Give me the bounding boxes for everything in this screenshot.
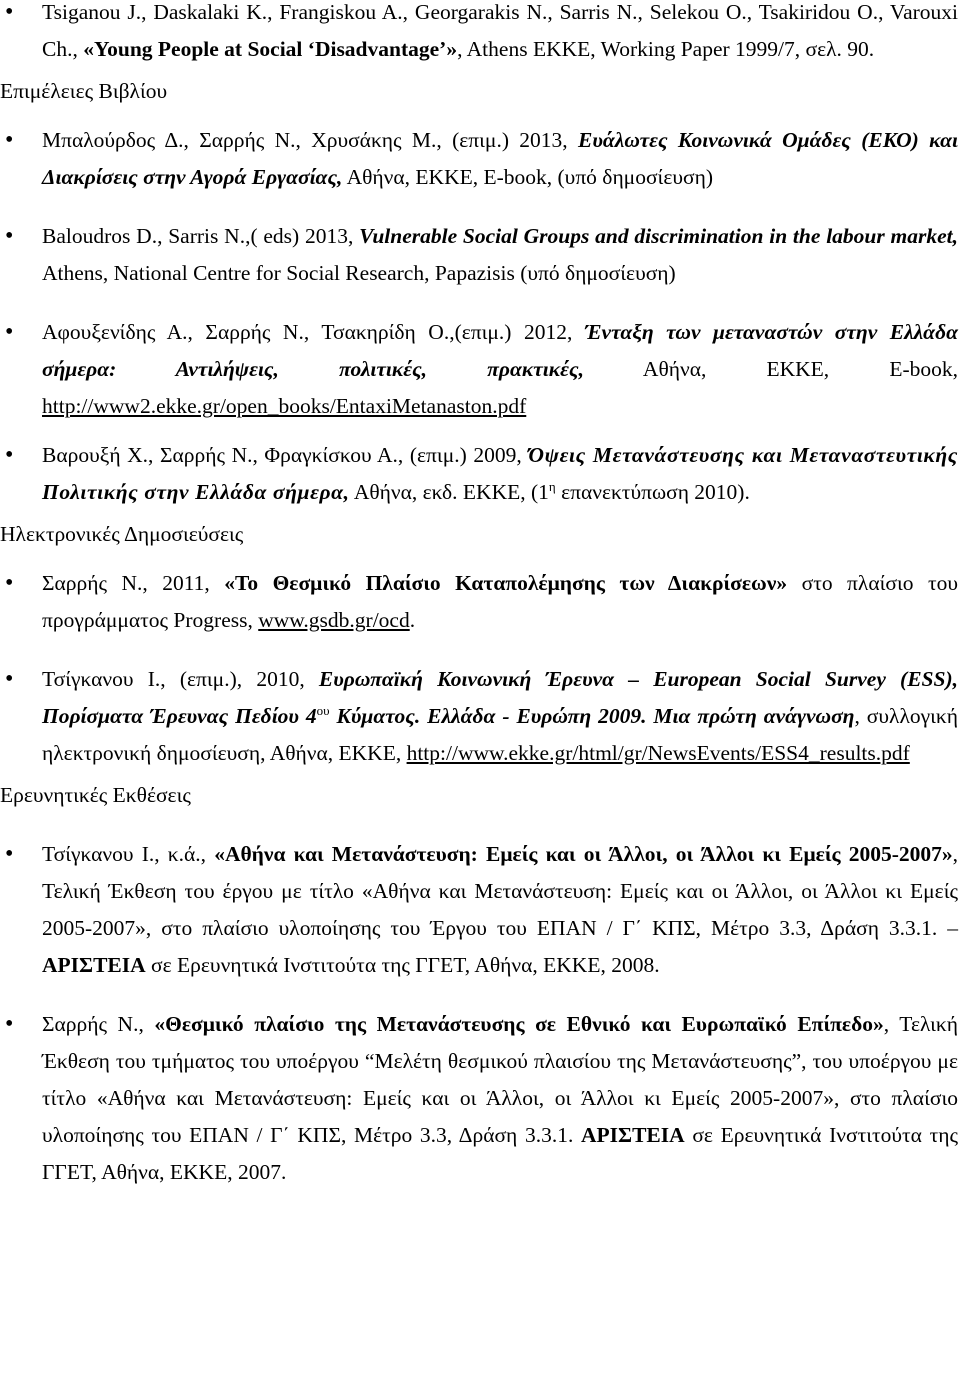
- list-item: [0, 437, 960, 511]
- entry-link[interactable]: http://www2.ekke.gr/open_books/EntaxiMetanaston.pdf: [42, 394, 527, 418]
- entry-details: , Athens EKKE, Working Paper 1999/7, σελ. 90.: [457, 37, 875, 61]
- section-heading-electronic-publications: Ηλεκτρονικές Δημοσιεύσεις: [0, 522, 244, 546]
- superscript: η: [548, 478, 556, 494]
- list-item: [0, 565, 960, 639]
- entry-authors: Σαρρής Ν., 2011,: [42, 571, 225, 595]
- entry-details: , Τελική Έκθεση του έργου με τίτλο «Αθήνα και Μετανάστευση: Εμείς και οι Άλλοι, οι Άλλοι κι Εμείς 2005-2007», στο πλαίσιο υλοποίησης του Έργου του ΕΠΑΝ / Γ΄ ΚΠΣ, Μέτρο 3.3, Δράση 3.3.1. –: [42, 842, 959, 940]
- entry-details: Αθήνα, εκδ. ΕΚΚΕ, (1: [349, 480, 549, 504]
- superscript: ου: [316, 702, 330, 718]
- entry-end: σε Ερευνητικά Ινστιτούτα της ΓΓΕΤ, Αθήνα, ΕΚΚΕ, 2008.: [145, 953, 660, 977]
- entry-award: ΑΡΙΣΤΕΙΑ: [581, 1123, 685, 1147]
- entry-details: στο πλαίσιο του προγράμματος Progress,: [42, 571, 958, 632]
- list-item: [0, 218, 960, 292]
- entry-title: «Αθήνα και Μετανάστευση: Εμείς και οι Άλλοι, οι Άλλοι κι Εμείς 2005-2007»: [214, 842, 953, 866]
- entry-authors: Baloudros D., Sarris N.,( eds) 2013,: [42, 224, 360, 248]
- entry-details-end: επανεκτύπωση 2010).: [555, 480, 750, 504]
- list-item: [0, 836, 960, 984]
- entry-title: Ευρωπαϊκή Κοινωνική Έρευνα – European Social Survey (ESS), Πορίσματα Έρευνας Πεδίου 4: [42, 667, 959, 728]
- entry-title: Ευάλωτες Κοινωνικά Ομάδες (ΕΚΟ) και Διακρίσεις στην Αγορά Εργασίας,: [42, 128, 958, 189]
- entry-details: , συλλογική ηλεκτρονική δημοσίευση, Αθήνα, ΕΚΚΕ,: [42, 704, 959, 765]
- entry-details: Αθήνα, ΕΚΚΕ, E-book, (υπό δημοσίευση): [342, 165, 714, 189]
- entry-authors: Τσίγκανου Ι., κ.ά.,: [42, 842, 215, 866]
- section-heading-book-editing: Επιμέλειες Βιβλίου: [0, 79, 168, 103]
- list-item: [0, 661, 960, 772]
- entry-details: Athens, National Centre for Social Research, Papazisis (υπό δημοσίευση): [42, 261, 676, 285]
- entry-authors: Tsiganou J., Daskalaki K., Frangiskou A., Georgarakis N., Sarris N., Selekou O., Tsakiridou O., Varouxi Ch.,: [42, 0, 958, 61]
- entry-end: .: [409, 608, 416, 632]
- entry-end: σε Ερευνητικά Ινστιτούτα της ΓΓΕΤ, Αθήνα, ΕΚΚΕ, 2007.: [42, 1123, 958, 1184]
- entry-title: Όψεις Μετανάστευσης και Μεταναστευτικής Πολιτικής στην Ελλάδα σήμερα,: [42, 443, 958, 504]
- list-item: [0, 1006, 960, 1191]
- entry-title: «Θεσμικό πλαίσιο της Μετανάστευσης σε Εθνικό και Ευρωπαϊκό Επίπεδο»: [154, 1012, 884, 1036]
- entry-authors: Αφουξενίδης Α., Σαρρής Ν., Τσακηρίδη Ο.,(επιμ.) 2012,: [42, 320, 585, 344]
- list-item: [0, 122, 960, 196]
- entry-link[interactable]: http://www.ekke.gr/html/gr/NewsEvents/ESS4_results.pdf: [406, 741, 910, 765]
- entry-details: , Τελική Έκθεση του τμήματος του υποέργου “Μελέτη θεσμικού πλαισίου της Μετανάστευσης”, του υποέργου με τίτλο «Αθήνα και Μετανάστευση: Εμείς και οι Άλλοι, οι Άλλοι κι Εμείς 2005-2007», στο πλαίσιο υλοποίησης του ΕΠΑΝ / Γ΄ ΚΠΣ, Μέτρο 3.3, Δράση 3.3.1.: [42, 1012, 958, 1147]
- entry-title: Ένταξη των μεταναστών στην Ελλάδα σήμερα: Αντιλήψεις, πολιτικές, πρακτικές,: [42, 320, 958, 381]
- entry-title: Vulnerable Social Groups and discrimination in the labour market,: [359, 224, 959, 248]
- entry-details: Αθήνα, ΕΚΚΕ, E-book,: [583, 357, 958, 381]
- entry-award: ΑΡΙΣΤΕΙΑ: [42, 953, 146, 977]
- entry-authors: Τσίγκανου Ι., (επιμ.), 2010,: [42, 667, 319, 691]
- entry-title: «Young People at Social ‘Disadvantage’»: [83, 37, 458, 61]
- entry-authors: Βαρουξή Χ., Σαρρής Ν., Φραγκίσκου Α., (επιμ.) 2009,: [42, 443, 529, 467]
- entry-link[interactable]: www.gsdb.gr/ocd: [258, 608, 410, 632]
- entry-title-cont: Κύματος. Ελλάδα - Ευρώπη 2009. Μια πρώτη ανάγνωση: [329, 704, 855, 728]
- entry-title: «Το Θεσμικό Πλαίσιο Καταπολέμησης των Διακρίσεων»: [224, 571, 788, 595]
- list-item: [0, 0, 960, 68]
- section-heading-research-reports: Ερευνητικές Εκθέσεις: [0, 783, 191, 807]
- entry-authors: Μπαλούρδος Δ., Σαρρής Ν., Χρυσάκης Μ., (επιμ.) 2013,: [42, 128, 579, 152]
- entry-authors: Σαρρής Ν.,: [42, 1012, 155, 1036]
- list-item: [0, 314, 960, 425]
